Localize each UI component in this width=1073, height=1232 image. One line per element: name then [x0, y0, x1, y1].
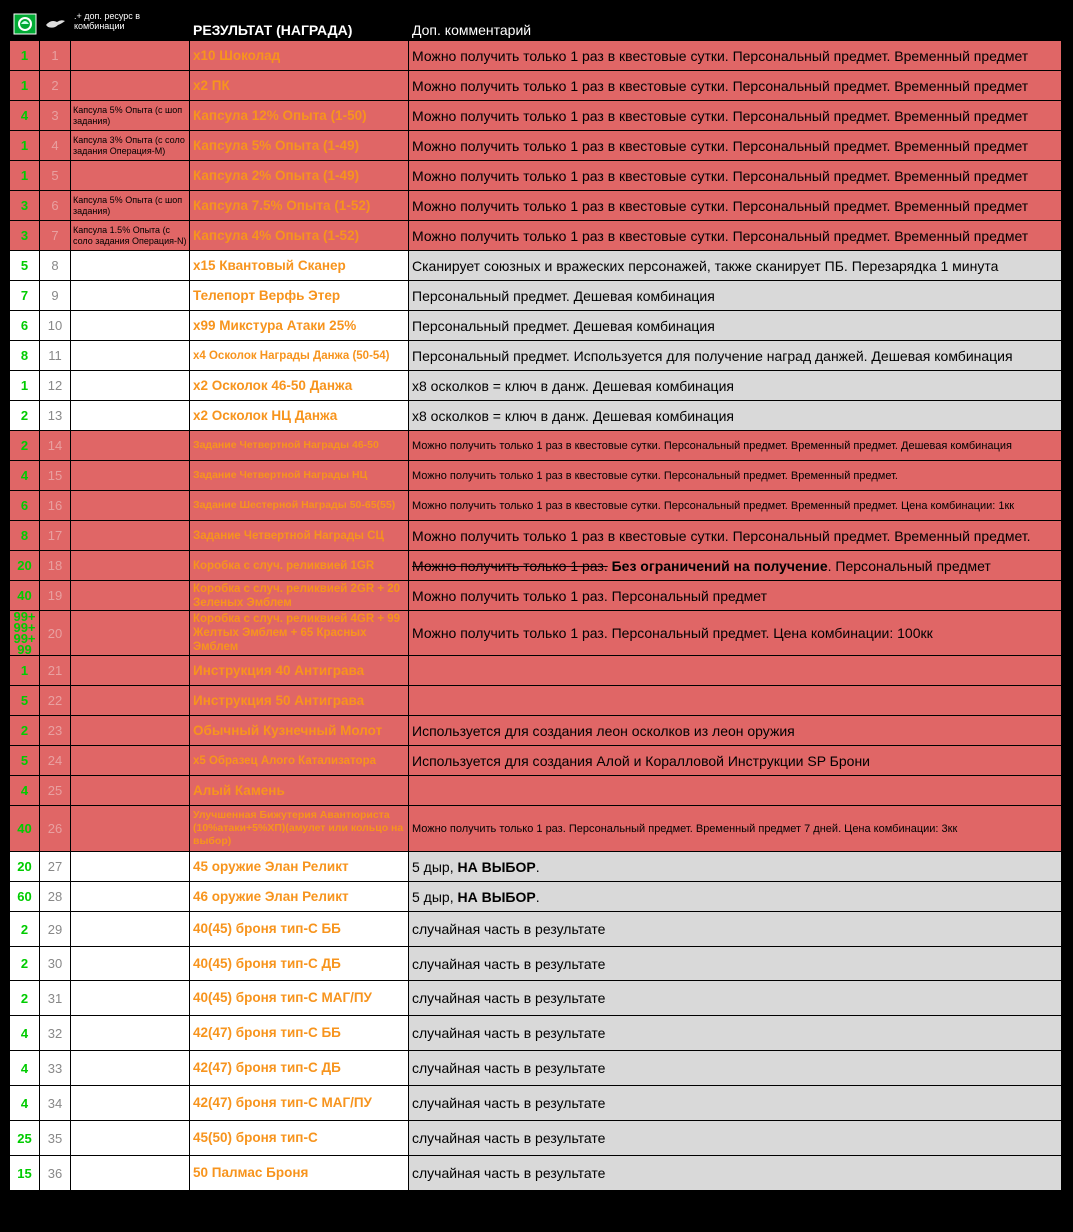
row-number-cell: 20 — [40, 611, 71, 656]
result-cell: Алый Камень — [190, 776, 409, 806]
quantity-cell: 4 — [10, 461, 40, 491]
row-number-cell: 8 — [40, 251, 71, 281]
result-cell: x5 Образец Алого Катализатора — [190, 746, 409, 776]
result-cell: 50 Палмас Броня — [190, 1156, 409, 1191]
quantity-cell: 2 — [10, 716, 40, 746]
header-row — [10, 8, 1062, 41]
comment-bold: НА ВЫБОР — [457, 888, 536, 905]
quantity-cell: 4 — [10, 1051, 40, 1086]
table-row — [10, 41, 1062, 71]
quantity-cell: 1 — [10, 161, 40, 191]
result-cell: Капсула 2% Опыта (1-49) — [190, 161, 409, 191]
table-row — [10, 806, 1062, 852]
table-row — [10, 656, 1062, 686]
extra-resource-cell — [71, 1051, 190, 1086]
row-number-cell: 17 — [40, 521, 71, 551]
comment-tail: . Персональный предмет — [827, 557, 991, 574]
quantity-cell: 20 — [10, 551, 40, 581]
comment-cell: Можно получить только 1 раз в квестовые сутки. Персональный предмет. Временный предмет — [409, 161, 1062, 191]
quantity-cell: 2 — [10, 912, 40, 947]
comment-cell: Персональный предмет. Дешевая комбинация — [409, 281, 1062, 311]
comment-cell: Можно получить только 1 раз в квестовые сутки. Персональный предмет. Временный предмет. — [409, 521, 1062, 551]
table-row — [10, 1051, 1062, 1086]
table-row — [10, 491, 1062, 521]
row-number-cell: 31 — [40, 981, 71, 1016]
result-cell: Задание Четвертной Награды НЦ — [190, 461, 409, 491]
row-number-cell: 18 — [40, 551, 71, 581]
extra-resource-cell — [71, 1121, 190, 1156]
extra-resource-cell — [71, 281, 190, 311]
quantity-cell: 60 — [10, 882, 40, 912]
table-row — [10, 1156, 1062, 1191]
result-cell: x2 Осколок НЦ Данжа — [190, 401, 409, 431]
comment-cell — [409, 776, 1062, 806]
row-number-cell: 15 — [40, 461, 71, 491]
quantity-cell: 6 — [10, 491, 40, 521]
result-cell: 42(47) броня тип-С МАГ/ПУ — [190, 1086, 409, 1121]
quantity-cell: 1 — [10, 131, 40, 161]
comment-cell: случайная часть в результате — [409, 1016, 1062, 1051]
table-row — [10, 852, 1062, 882]
quantity-cell: 7 — [10, 281, 40, 311]
extra-resource-cell — [71, 1016, 190, 1051]
result-cell: Коробка с случ. реликвией 1GR — [190, 551, 409, 581]
extra-resource-cell — [71, 806, 190, 852]
row-number-cell: 28 — [40, 882, 71, 912]
comment-prefix: 5 дыр, — [412, 888, 458, 905]
extra-resource-cell — [71, 656, 190, 686]
quantity-cell: 2 — [10, 401, 40, 431]
row-number-cell: 29 — [40, 912, 71, 947]
result-cell: 40(45) броня тип-С ББ — [190, 912, 409, 947]
comment-bold: НА ВЫБОР — [457, 858, 536, 875]
extra-resource-cell: Капсула 3% Опыта (с соло задания Операция-M) — [71, 131, 190, 161]
row-number-cell: 26 — [40, 806, 71, 852]
table-row — [10, 686, 1062, 716]
table-row — [10, 131, 1062, 161]
row-number-cell: 16 — [40, 491, 71, 521]
extra-resource-cell — [71, 431, 190, 461]
table-row — [10, 341, 1062, 371]
comment-cell: Можно получить только 1 раз в квестовые сутки. Персональный предмет. Временный предмет — [409, 71, 1062, 101]
table-row — [10, 912, 1062, 947]
row-number-cell: 34 — [40, 1086, 71, 1121]
table-row — [10, 461, 1062, 491]
result-cell: Капсула 5% Опыта (1-49) — [190, 131, 409, 161]
result-cell: Телепорт Верфь Этер — [190, 281, 409, 311]
row-number-cell: 30 — [40, 947, 71, 981]
result-cell: 46 оружие Элан Реликт — [190, 882, 409, 912]
row-number-cell: 6 — [40, 191, 71, 221]
extra-resource-cell — [71, 71, 190, 101]
row-number-cell: 12 — [40, 371, 71, 401]
result-cell: 45(50) броня тип-С — [190, 1121, 409, 1156]
quantity-cell: 4 — [10, 101, 40, 131]
extra-resource-cell — [71, 521, 190, 551]
quantity-cell: 3 — [10, 191, 40, 221]
comment-cell: Можно получить только 1 раз в квестовые сутки. Персональный предмет. Временный предмет. Дешевая комбинация — [409, 431, 1062, 461]
result-cell: Инструкция 40 Антиграва — [190, 656, 409, 686]
row-number-cell: 33 — [40, 1051, 71, 1086]
result-cell: Задание Шестерной Награды 50-65(55) — [190, 491, 409, 521]
extra-resource-cell — [71, 461, 190, 491]
quantity-cell: 15 — [10, 1156, 40, 1191]
comment-tail: . — [535, 888, 540, 905]
quantity-cell: 5 — [10, 746, 40, 776]
comment-tail: . — [535, 858, 540, 875]
table-row — [10, 281, 1062, 311]
extra-resource-cell — [71, 746, 190, 776]
result-cell: Капсула 7.5% Опыта (1-52) — [190, 191, 409, 221]
quantity-cell: 5 — [10, 686, 40, 716]
table-row — [10, 581, 1062, 611]
extra-resource-cell: Капсула 5% Опыта (с шоп задания) — [71, 101, 190, 131]
table-row — [10, 1121, 1062, 1156]
extra-resource-cell — [71, 401, 190, 431]
comment-cell — [409, 656, 1062, 686]
table-row — [10, 191, 1062, 221]
row-number-cell: 2 — [40, 71, 71, 101]
quantity-cell: 1 — [10, 71, 40, 101]
comment-cell: Персональный предмет. Используется для получение наград данжей. Дешевая комбинация — [409, 341, 1062, 371]
quantity-cell: 4 — [10, 776, 40, 806]
result-cell: Капсула 4% Опыта (1-52) — [190, 221, 409, 251]
table-row — [10, 371, 1062, 401]
row-number-cell: 4 — [40, 131, 71, 161]
header-result: РЕЗУЛЬТАТ (НАГРАДА) — [190, 8, 409, 41]
table-row — [10, 1086, 1062, 1121]
comment-cell — [409, 686, 1062, 716]
quantity-cell: 20 — [10, 852, 40, 882]
comment-cell: Можно получить только 1 раз в квестовые сутки. Персональный предмет. Временный предмет — [409, 221, 1062, 251]
quantity-cell: 1 — [10, 656, 40, 686]
extra-resource-cell — [71, 311, 190, 341]
reward-table — [9, 7, 1062, 1191]
quantity-cell: 25 — [10, 1121, 40, 1156]
extra-resource-cell — [71, 371, 190, 401]
table-row — [10, 101, 1062, 131]
row-number-cell: 27 — [40, 852, 71, 882]
extra-resource-cell: Капсула 1.5% Опыта (с соло задания Операция-N) — [71, 221, 190, 251]
table-row — [10, 947, 1062, 981]
comment-cell: Сканирует союзных и вражеских персонажей, также сканирует ПБ. Перезарядка 1 минута — [409, 251, 1062, 281]
quantity-cell: 40 — [10, 581, 40, 611]
quantity-cell: 8 — [10, 521, 40, 551]
quantity-cell: 4 — [10, 1086, 40, 1121]
row-number-cell: 13 — [40, 401, 71, 431]
table-row — [10, 221, 1062, 251]
table-row — [10, 431, 1062, 461]
extra-resource-cell — [71, 852, 190, 882]
comment-cell: случайная часть в результате — [409, 1051, 1062, 1086]
result-cell: x2 ПК — [190, 71, 409, 101]
comment-cell: Можно получить только 1 раз в квестовые сутки. Персональный предмет. Временный предмет. Цена комбинации: 1кк — [409, 491, 1062, 521]
table-row — [10, 1016, 1062, 1051]
row-number-cell: 7 — [40, 221, 71, 251]
result-cell: 42(47) броня тип-С ББ — [190, 1016, 409, 1051]
extra-resource-cell — [71, 981, 190, 1016]
result-cell: Коробка с случ. реликвией 2GR + 20 Зеленых Эмблем — [190, 581, 409, 611]
header-extra-resource: .+ доп. ресурс в комбинации — [71, 8, 190, 41]
row-number-cell: 23 — [40, 716, 71, 746]
row-number-cell: 21 — [40, 656, 71, 686]
result-cell: 45 оружие Элан Реликт — [190, 852, 409, 882]
result-cell: 42(47) броня тип-С ДБ — [190, 1051, 409, 1086]
comment-cell: Можно получить только 1 раз. Персональный предмет. Цена комбинации: 100кк — [409, 611, 1062, 656]
extra-resource-cell — [71, 912, 190, 947]
comment-cell: случайная часть в результате — [409, 1121, 1062, 1156]
extra-resource-cell — [71, 161, 190, 191]
comment-cell: Персональный предмет. Дешевая комбинация — [409, 311, 1062, 341]
row-number-cell: 9 — [40, 281, 71, 311]
table-row — [10, 776, 1062, 806]
row-number-cell: 14 — [40, 431, 71, 461]
row-number-cell: 22 — [40, 686, 71, 716]
comment-cell: случайная часть в результате — [409, 912, 1062, 947]
row-number-cell: 3 — [40, 101, 71, 131]
extra-resource-cell — [71, 581, 190, 611]
table-row — [10, 716, 1062, 746]
comment-cell: случайная часть в результате — [409, 981, 1062, 1016]
row-number-cell: 25 — [40, 776, 71, 806]
comment-strikethrough: Можно получить только 1 раз. — [412, 557, 608, 574]
table-row — [10, 551, 1062, 581]
comment-cell: Используется для создания Алой и Коралловой Инструкции SP Брони — [409, 746, 1062, 776]
row-number-cell: 11 — [40, 341, 71, 371]
table-row — [10, 746, 1062, 776]
extra-resource-cell — [71, 251, 190, 281]
table-row — [10, 882, 1062, 912]
header-number-cell — [40, 8, 71, 41]
extra-resource-cell — [71, 551, 190, 581]
comment-cell: Используется для создания леон осколков из леон оружия — [409, 716, 1062, 746]
comment-cell: Можно получить только 1 раз в квестовые сутки. Персональный предмет. Временный предмет. — [409, 461, 1062, 491]
row-number-cell: 35 — [40, 1121, 71, 1156]
result-cell: x10 Шоколад — [190, 41, 409, 71]
table-row — [10, 161, 1062, 191]
comment-cell: случайная часть в результате — [409, 947, 1062, 981]
bird-icon — [43, 13, 67, 35]
result-cell: x4 Осколок Награды Данжа (50-54) — [190, 341, 409, 371]
comment-cell: Можно получить только 1 раз в квестовые сутки. Персональный предмет. Временный предмет — [409, 191, 1062, 221]
result-cell: 40(45) броня тип-С ДБ — [190, 947, 409, 981]
comment-cell: Можно получить только 1 раз. Персональный предмет. Временный предмет 7 дней. Цена комбинации: 3кк — [409, 806, 1062, 852]
comment-cell — [409, 551, 1062, 581]
table-row — [10, 311, 1062, 341]
table-row — [10, 521, 1062, 551]
quantity-cell: 3 — [10, 221, 40, 251]
comment-prefix: 5 дыр, — [412, 858, 458, 875]
extra-resource-cell — [71, 947, 190, 981]
quantity-cell: 5 — [10, 251, 40, 281]
header-comment: Доп. комментарий — [409, 8, 1062, 41]
extra-resource-cell — [71, 1086, 190, 1121]
result-cell: Обычный Кузнечный Молот — [190, 716, 409, 746]
comment-bold: Без ограничений на получение — [607, 557, 828, 574]
comment-cell — [409, 882, 1062, 912]
comment-cell: x8 осколков = ключ в данж. Дешевая комбинация — [409, 371, 1062, 401]
comment-cell — [409, 852, 1062, 882]
result-cell: Улучшенная Бижутерия Авантюриста (10%атаки+5%ХП)(амулет или кольцо на выбор) — [190, 806, 409, 852]
table-row — [10, 71, 1062, 101]
row-number-cell: 32 — [40, 1016, 71, 1051]
quantity-cell: 6 — [10, 311, 40, 341]
row-number-cell: 5 — [40, 161, 71, 191]
comment-cell: Можно получить только 1 раз. Персональный предмет — [409, 581, 1062, 611]
extra-resource-cell — [71, 882, 190, 912]
table-row — [10, 401, 1062, 431]
row-number-cell: 24 — [40, 746, 71, 776]
extra-resource-cell — [71, 341, 190, 371]
extra-resource-cell — [71, 716, 190, 746]
result-cell: Задание Четвертной Награды СЦ — [190, 521, 409, 551]
quantity-cell: 8 — [10, 341, 40, 371]
quantity-cell: 1 — [10, 41, 40, 71]
extra-resource-cell — [71, 686, 190, 716]
quantity-cell: 2 — [10, 947, 40, 981]
result-cell: x2 Осколок 46-50 Данжа — [190, 371, 409, 401]
row-number-cell: 10 — [40, 311, 71, 341]
result-cell: Задание Четвертной Награды 46-50 — [190, 431, 409, 461]
table-row — [10, 981, 1062, 1016]
comment-cell: случайная часть в результате — [409, 1086, 1062, 1121]
comment-cell: Можно получить только 1 раз в квестовые сутки. Персональный предмет. Временный предмет — [409, 41, 1062, 71]
extra-resource-cell — [71, 611, 190, 656]
comment-cell: x8 осколков = ключ в данж. Дешевая комбинация — [409, 401, 1062, 431]
result-cell: Инструкция 50 Антиграва — [190, 686, 409, 716]
quantity-cell: 4 — [10, 1016, 40, 1051]
result-cell: x99 Микстура Атаки 25% — [190, 311, 409, 341]
extra-resource-cell — [71, 776, 190, 806]
quantity-cell: 2 — [10, 431, 40, 461]
comment-cell: Можно получить только 1 раз в квестовые сутки. Персональный предмет. Временный предмет — [409, 101, 1062, 131]
comment-cell: случайная часть в результате — [409, 1156, 1062, 1191]
extra-resource-cell — [71, 1156, 190, 1191]
extra-resource-cell: Капсула 5% Опыта (с шоп задания) — [71, 191, 190, 221]
quantity-cell: 1 — [10, 371, 40, 401]
comment-cell: Можно получить только 1 раз в квестовые сутки. Персональный предмет. Временный предмет — [409, 131, 1062, 161]
quantity-cell: 40 — [10, 806, 40, 852]
green-orb-icon — [13, 13, 37, 35]
table-row — [10, 251, 1062, 281]
quantity-cell: 99+ 99+ 99+ 99 — [10, 611, 40, 656]
extra-resource-cell — [71, 41, 190, 71]
result-cell: Капсула 12% Опыта (1-50) — [190, 101, 409, 131]
result-cell: x15 Квантовый Сканер — [190, 251, 409, 281]
row-number-cell: 1 — [40, 41, 71, 71]
row-number-cell: 36 — [40, 1156, 71, 1191]
header-quantity-cell — [10, 8, 40, 41]
row-number-cell: 19 — [40, 581, 71, 611]
quantity-cell: 2 — [10, 981, 40, 1016]
table-row — [10, 611, 1062, 656]
extra-resource-cell — [71, 491, 190, 521]
result-cell: Коробка с случ. реликвией 4GR + 99 Желтых Эмблем + 65 Красных Эмблем — [190, 611, 409, 656]
result-cell: 40(45) броня тип-С МАГ/ПУ — [190, 981, 409, 1016]
